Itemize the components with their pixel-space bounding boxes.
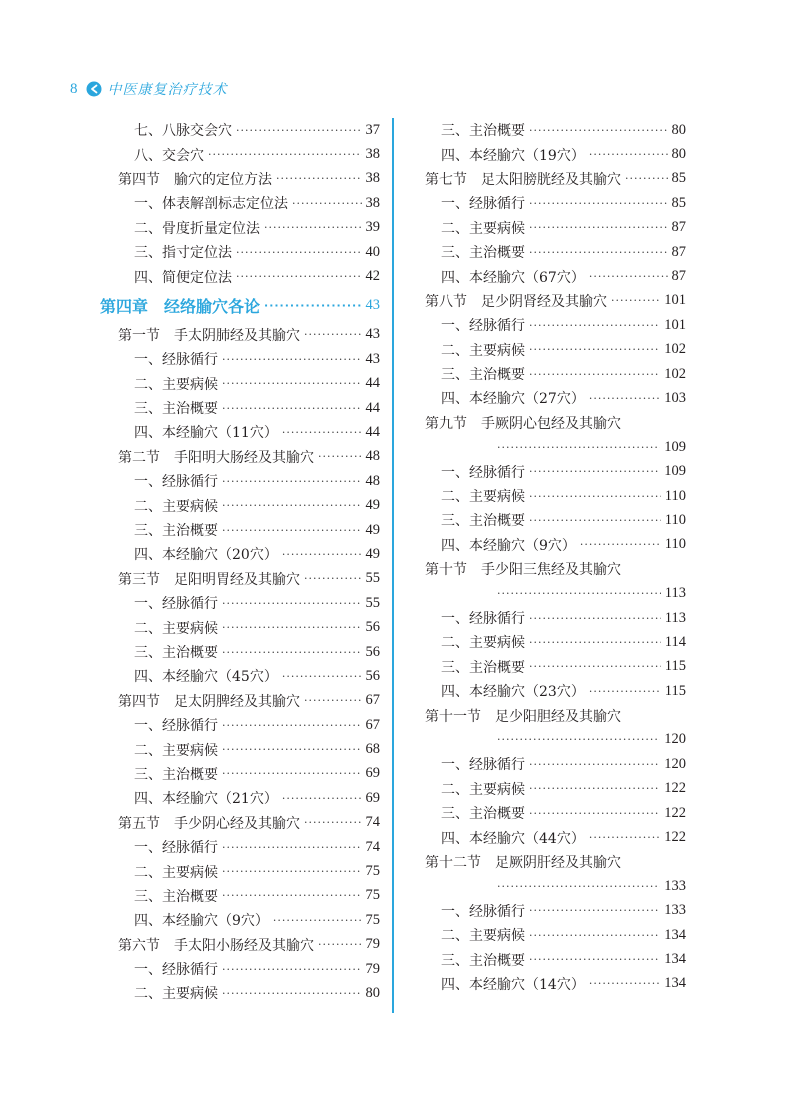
toc-item-entry[interactable] xyxy=(425,338,686,362)
toc-item-entry[interactable] xyxy=(100,640,380,664)
toc-entry-title: 二、主要病候 xyxy=(134,864,218,881)
toc-entry-title: 第七节 足太阳膀胱经及其腧穴 xyxy=(425,171,621,188)
toc-item-entry[interactable] xyxy=(425,752,686,776)
toc-page-number: 56 xyxy=(365,619,380,636)
toc-entry-title: 一、经脉循行 xyxy=(441,757,525,774)
page-number: 8 xyxy=(70,80,78,97)
toc-entry-title: 第十节 手少阳三焦经及其腧穴 xyxy=(425,562,621,579)
toc-entry-title: 七、八脉交会穴 xyxy=(134,123,232,140)
leader-dots xyxy=(282,670,362,683)
toc-page-number: 133 xyxy=(664,902,686,919)
leader-dots xyxy=(222,841,362,854)
toc-item-entry[interactable] xyxy=(100,347,380,371)
toc-page-number: 113 xyxy=(664,609,686,626)
toc-entry-title: 第五节 手少阴心经及其腧穴 xyxy=(118,815,300,832)
toc-section-entry[interactable] xyxy=(100,933,380,957)
toc-page-number: 43 xyxy=(365,326,380,343)
toc-section-entry[interactable] xyxy=(425,703,686,752)
toc-item-entry[interactable] xyxy=(100,118,380,142)
toc-item-entry[interactable] xyxy=(100,786,380,810)
toc-section-entry[interactable] xyxy=(100,167,380,191)
toc-page-number: 110 xyxy=(664,511,686,528)
toc-page-number: 80 xyxy=(365,984,380,1001)
leader-dots xyxy=(222,743,362,756)
toc-item-entry[interactable] xyxy=(100,396,380,420)
leader-dots xyxy=(529,660,661,673)
leader-dots xyxy=(222,499,362,512)
toc-entry-title: 一、经脉循行 xyxy=(441,611,525,628)
leader-dots xyxy=(222,353,362,366)
toc-entry-title: 三、主治概要 xyxy=(441,123,525,140)
toc-entry-title: 二、主要病候 xyxy=(441,220,525,237)
toc-section-entry[interactable] xyxy=(425,167,686,191)
leader-dots xyxy=(264,221,362,234)
toc-item-entry[interactable] xyxy=(100,981,380,1005)
toc-item-entry[interactable] xyxy=(100,264,380,288)
toc-item-entry[interactable] xyxy=(425,972,686,996)
toc-entry-title: 二、主要病候 xyxy=(441,635,525,652)
toc-page-number: 74 xyxy=(365,814,380,831)
toc-section-entry[interactable] xyxy=(425,850,686,899)
toc-page-number: 87 xyxy=(671,268,686,285)
leader-dots xyxy=(222,963,362,976)
leader-dots xyxy=(529,246,668,259)
toc-page-number: 122 xyxy=(664,780,686,797)
leader-dots xyxy=(529,319,660,332)
toc-entry-title: 三、主治概要 xyxy=(441,367,525,384)
toc-entry-title: 一、经脉循行 xyxy=(441,196,525,213)
toc-item-entry[interactable] xyxy=(100,957,380,981)
leader-dots xyxy=(529,343,660,356)
toc-entry-title: 第九节 手厥阴心包经及其腧穴 xyxy=(425,415,621,432)
toc-item-entry[interactable] xyxy=(425,264,686,288)
toc-section-entry[interactable] xyxy=(100,323,380,347)
toc-item-entry[interactable] xyxy=(425,191,686,215)
toc-entry-title: 三、主治概要 xyxy=(134,523,218,540)
toc-right-column xyxy=(425,118,686,996)
toc-item-entry[interactable] xyxy=(100,884,380,908)
toc-entry-title: 四、本经腧穴（9穴） xyxy=(134,913,269,930)
toc-entry-title: 四、本经腧穴（19穴） xyxy=(441,147,585,164)
toc-item-entry[interactable] xyxy=(100,542,380,566)
leader-dots xyxy=(497,441,660,454)
toc-entry-title: 第六节 手太阳小肠经及其腧穴 xyxy=(118,937,314,954)
leader-dots xyxy=(292,197,362,210)
toc-entry-title: 第四节 腧穴的定位方法 xyxy=(118,171,272,188)
leader-dots xyxy=(318,938,362,951)
toc-section-entry[interactable] xyxy=(100,567,380,591)
toc-item-entry[interactable] xyxy=(100,835,380,859)
toc-item-entry[interactable] xyxy=(100,240,380,264)
toc-entry-title: 四、本经腧穴（11穴） xyxy=(134,425,278,442)
leader-dots xyxy=(497,587,661,600)
toc-item-entry[interactable] xyxy=(425,655,686,679)
leader-dots xyxy=(282,548,362,561)
toc-page-number: 79 xyxy=(365,960,380,977)
toc-entry-title: 二、主要病候 xyxy=(134,376,218,393)
toc-page-number: 134 xyxy=(664,975,686,992)
toc-entry-title: 第十二节 足厥阴肝经及其腧穴 xyxy=(425,854,621,871)
toc-entry-title: 二、主要病候 xyxy=(134,498,218,515)
leader-dots xyxy=(529,612,661,625)
toc-item-entry[interactable] xyxy=(425,459,686,483)
column-divider xyxy=(392,118,394,1013)
toc-entry-title: 二、主要病候 xyxy=(134,620,218,637)
leader-dots xyxy=(222,597,362,610)
toc-item-entry[interactable] xyxy=(425,313,686,337)
leader-dots xyxy=(236,124,362,137)
toc-entry-title: 四、本经腧穴（14穴） xyxy=(441,976,585,993)
toc-page-number: 109 xyxy=(664,438,686,455)
toc-item-entry[interactable] xyxy=(100,713,380,737)
toc-page-number: 79 xyxy=(365,936,380,953)
toc-entry-title: 四、本经腧穴（44穴） xyxy=(441,830,585,847)
toc-page-number: 48 xyxy=(365,472,380,489)
toc-section-entry[interactable] xyxy=(425,557,686,606)
toc-entry-title: 四、本经腧穴（9穴） xyxy=(441,537,576,554)
leader-dots xyxy=(625,172,668,185)
toc-page-number: 56 xyxy=(365,667,380,684)
toc-page-number: 134 xyxy=(664,926,686,943)
toc-page-number: 44 xyxy=(365,375,380,392)
toc-section-entry[interactable] xyxy=(425,289,686,313)
leader-dots xyxy=(208,148,362,161)
page-header xyxy=(70,78,228,100)
leader-dots xyxy=(589,685,661,698)
leader-dots xyxy=(282,792,362,805)
toc-page-number: 110 xyxy=(664,536,686,553)
toc-page-number: 67 xyxy=(365,692,380,709)
toc-page-number: 102 xyxy=(664,341,686,358)
toc-entry-title: 四、本经腧穴（21穴） xyxy=(134,791,278,808)
toc-item-entry[interactable] xyxy=(425,240,686,264)
toc-page-number: 39 xyxy=(365,219,380,236)
toc-page-number: 55 xyxy=(365,594,380,611)
toc-item-entry[interactable] xyxy=(425,777,686,801)
toc-item-entry[interactable] xyxy=(100,493,380,517)
toc-page-number: 48 xyxy=(365,448,380,465)
leader-dots xyxy=(529,368,660,381)
toc-entry-title: 一、经脉循行 xyxy=(134,962,218,979)
toc-left-column xyxy=(100,118,380,1006)
toc-entry-title: 二、主要病候 xyxy=(134,986,218,1003)
toc-entry-title: 二、主要病候 xyxy=(441,928,525,945)
toc-item-entry[interactable] xyxy=(425,484,686,508)
toc-entry-title: 三、指寸定位法 xyxy=(134,245,232,262)
toc-section-entry[interactable] xyxy=(100,689,380,713)
toc-entry-title: 一、经脉循行 xyxy=(441,464,525,481)
toc-page-number: 101 xyxy=(664,316,686,333)
toc-page-number: 55 xyxy=(365,570,380,587)
toc-page-number: 115 xyxy=(664,658,686,675)
toc-entry-title: 三、主治概要 xyxy=(441,245,525,262)
toc-page-number: 74 xyxy=(365,838,380,855)
toc-item-entry[interactable] xyxy=(425,533,686,557)
toc-page-number: 102 xyxy=(664,365,686,382)
toc-page-number: 40 xyxy=(365,243,380,260)
toc-entry-title: 三、主治概要 xyxy=(134,645,218,661)
toc-page-number: 101 xyxy=(664,292,686,309)
leader-dots xyxy=(589,977,660,990)
leader-dots xyxy=(497,880,660,893)
toc-page-number: 120 xyxy=(664,731,686,748)
arrow-left-circle-icon xyxy=(86,81,102,97)
toc-item-entry[interactable] xyxy=(100,762,380,786)
toc-page-number: 49 xyxy=(365,521,380,538)
leader-dots xyxy=(529,953,660,966)
leader-dots xyxy=(276,172,362,185)
toc-entry-title: 一、经脉循行 xyxy=(441,318,525,335)
toc-item-entry[interactable] xyxy=(425,118,686,142)
toc-section-entry[interactable] xyxy=(100,811,380,835)
leader-dots xyxy=(282,426,362,439)
toc-item-entry[interactable] xyxy=(100,859,380,883)
toc-page-number: 75 xyxy=(365,863,380,880)
toc-page-number: 80 xyxy=(671,121,686,138)
leader-dots xyxy=(222,475,362,488)
toc-page-number: 114 xyxy=(664,633,686,650)
toc-page-number: 56 xyxy=(365,643,380,660)
leader-dots xyxy=(222,987,362,1000)
leader-dots xyxy=(318,450,362,463)
toc-entry-title: 三、主治概要 xyxy=(134,401,218,418)
toc-entry-title: 一、经脉循行 xyxy=(134,718,218,735)
leader-dots xyxy=(589,831,660,844)
leader-dots xyxy=(304,572,362,585)
leader-dots xyxy=(589,392,660,405)
toc-entry-title: 第四章 经络腧穴各论 xyxy=(100,297,261,317)
toc-entry-title: 二、主要病候 xyxy=(441,781,525,798)
toc-entry-title: 四、简便定位法 xyxy=(134,269,232,286)
toc-item-entry[interactable] xyxy=(425,947,686,971)
toc-item-entry[interactable] xyxy=(100,518,380,542)
toc-page-number: 37 xyxy=(365,121,380,138)
leader-dots xyxy=(529,465,660,478)
toc-item-entry[interactable] xyxy=(425,508,686,532)
leader-dots xyxy=(589,270,668,283)
leader-dots xyxy=(222,646,362,659)
toc-page-number: 80 xyxy=(671,146,686,163)
toc-item-entry[interactable] xyxy=(425,923,686,947)
toc-chapter-entry[interactable] xyxy=(100,289,380,323)
toc-entry-title: 三、主治概要 xyxy=(441,659,525,676)
leader-dots xyxy=(236,246,362,259)
toc-item-entry[interactable] xyxy=(425,362,686,386)
toc-item-entry[interactable] xyxy=(425,630,686,654)
toc-entry-title: 一、经脉循行 xyxy=(134,352,218,369)
toc-item-entry[interactable] xyxy=(425,386,686,410)
leader-dots xyxy=(236,270,362,283)
toc-page-number: 85 xyxy=(671,170,686,187)
toc-page-number: 38 xyxy=(365,194,380,211)
toc-entry-title: 第一节 手太阴肺经及其腧穴 xyxy=(118,327,300,344)
toc-item-entry[interactable] xyxy=(100,591,380,615)
toc-item-entry[interactable] xyxy=(425,825,686,849)
toc-entry-title: 一、体表解剖标志定位法 xyxy=(134,196,288,213)
toc-entry-title: 二、骨度折量定位法 xyxy=(134,220,260,237)
toc-entry-title: 一、经脉循行 xyxy=(134,840,218,857)
leader-dots xyxy=(529,636,661,649)
leader-dots xyxy=(222,621,362,634)
toc-page-number: 113 xyxy=(664,585,686,602)
leader-dots xyxy=(264,299,361,312)
toc-page-number: 133 xyxy=(664,877,686,894)
toc-entry-title: 一、经脉循行 xyxy=(134,474,218,491)
toc-page-number: 75 xyxy=(365,887,380,904)
toc-entry-title: 二、主要病候 xyxy=(134,742,218,759)
leader-dots xyxy=(529,807,660,820)
toc-entry-title: 一、经脉循行 xyxy=(441,903,525,920)
leader-dots xyxy=(589,148,668,161)
leader-dots xyxy=(529,514,661,527)
toc-item-entry[interactable] xyxy=(425,899,686,923)
toc-page-number: 67 xyxy=(365,716,380,733)
toc-entry-title: 第三节 足阳明胃经及其腧穴 xyxy=(118,571,300,588)
leader-dots xyxy=(529,929,660,942)
toc-entry-title: 四、本经腧穴（27穴） xyxy=(441,391,585,408)
leader-dots xyxy=(304,816,362,829)
toc-page-number: 75 xyxy=(365,911,380,928)
toc-item-entry[interactable] xyxy=(100,142,380,166)
toc-section-entry[interactable] xyxy=(425,411,686,460)
toc-entry-title: 一、经脉循行 xyxy=(134,596,218,613)
toc-item-entry[interactable] xyxy=(425,216,686,240)
toc-entry-title: 第八节 足少阴肾经及其腧穴 xyxy=(425,293,607,310)
toc-page-number: 122 xyxy=(664,804,686,821)
toc-page-number: 49 xyxy=(365,545,380,562)
leader-dots xyxy=(529,758,660,771)
toc-page-number: 122 xyxy=(664,829,686,846)
toc-item-entry[interactable] xyxy=(100,615,380,639)
leader-dots xyxy=(222,889,362,902)
toc-entry-title: 三、主治概要 xyxy=(134,888,218,905)
toc-page-number: 85 xyxy=(671,194,686,211)
toc-entry-title: 三、主治概要 xyxy=(441,806,525,823)
toc-entry-title: 第四节 足太阴脾经及其腧穴 xyxy=(118,693,300,710)
book-title: 中医康复治疗技术 xyxy=(107,82,228,98)
toc-item-entry[interactable] xyxy=(100,420,380,444)
toc-entry-title: 四、本经腧穴（23穴） xyxy=(441,684,585,701)
toc-item-entry[interactable] xyxy=(100,191,380,215)
toc-entry-title: 三、主治概要 xyxy=(441,513,525,530)
toc-item-entry[interactable] xyxy=(425,606,686,630)
toc-item-entry[interactable] xyxy=(425,679,686,703)
leader-dots xyxy=(222,719,362,732)
leader-dots xyxy=(529,197,668,210)
toc-page-number: 103 xyxy=(664,389,686,406)
toc-item-entry[interactable] xyxy=(425,801,686,825)
toc-page-number: 43 xyxy=(365,350,380,367)
toc-page-number: 87 xyxy=(671,243,686,260)
toc-page-number: 38 xyxy=(365,146,380,163)
leader-dots xyxy=(273,914,362,927)
toc-item-entry[interactable] xyxy=(425,142,686,166)
leader-dots xyxy=(304,694,362,707)
toc-entry-title: 四、本经腧穴（45穴） xyxy=(134,669,278,686)
toc-page-number: 44 xyxy=(365,423,380,440)
toc-entry-title: 二、主要病候 xyxy=(441,489,525,506)
toc-entry-title: 第十一节 足少阳胆经及其腧穴 xyxy=(425,708,621,725)
toc-page-number: 43 xyxy=(365,297,380,314)
toc-entry-title: 四、本经腧穴（67穴） xyxy=(441,269,585,286)
toc-item-entry[interactable] xyxy=(100,664,380,688)
toc-entry-title: 第二节 手阳明大肠经及其腧穴 xyxy=(118,449,314,466)
toc-entry-title: 三、主治概要 xyxy=(134,766,218,783)
leader-dots xyxy=(304,328,362,341)
leader-dots xyxy=(222,524,362,537)
toc-entry-title: 八、交会穴 xyxy=(134,147,204,164)
toc-page-number: 44 xyxy=(365,399,380,416)
leader-dots xyxy=(222,767,362,780)
leader-dots xyxy=(580,538,661,551)
leader-dots xyxy=(497,733,660,746)
toc-item-entry[interactable] xyxy=(100,737,380,761)
toc-entry-title: 三、主治概要 xyxy=(441,952,525,969)
leader-dots xyxy=(222,865,362,878)
toc-entry-title: 二、主要病候 xyxy=(441,342,525,359)
toc-page-number: 68 xyxy=(365,741,380,758)
leader-dots xyxy=(529,904,660,917)
leader-dots xyxy=(529,490,661,503)
toc-page-number: 38 xyxy=(365,170,380,187)
toc-page-number: 134 xyxy=(664,951,686,968)
toc-page-number: 87 xyxy=(671,219,686,236)
leader-dots xyxy=(529,124,668,137)
toc-page-number: 120 xyxy=(664,755,686,772)
leader-dots xyxy=(529,782,660,795)
toc-page-number: 49 xyxy=(365,497,380,514)
toc-page-number: 42 xyxy=(365,268,380,285)
toc-item-entry[interactable] xyxy=(100,216,380,240)
toc-item-entry[interactable] xyxy=(100,372,380,396)
leader-dots xyxy=(222,402,362,415)
toc-entry-title: 四、本经腧穴（20穴） xyxy=(134,547,278,564)
leader-dots xyxy=(222,377,362,390)
leader-dots xyxy=(529,221,668,234)
toc-page-number: 109 xyxy=(664,463,686,480)
toc-page-number: 115 xyxy=(664,682,686,699)
toc-section-entry[interactable] xyxy=(100,445,380,469)
toc-item-entry[interactable] xyxy=(100,908,380,932)
toc-page-number: 110 xyxy=(664,487,686,504)
toc-page-number: 69 xyxy=(365,765,380,782)
toc-page-number: 69 xyxy=(365,789,380,806)
leader-dots xyxy=(611,294,660,307)
toc-item-entry[interactable] xyxy=(100,469,380,493)
